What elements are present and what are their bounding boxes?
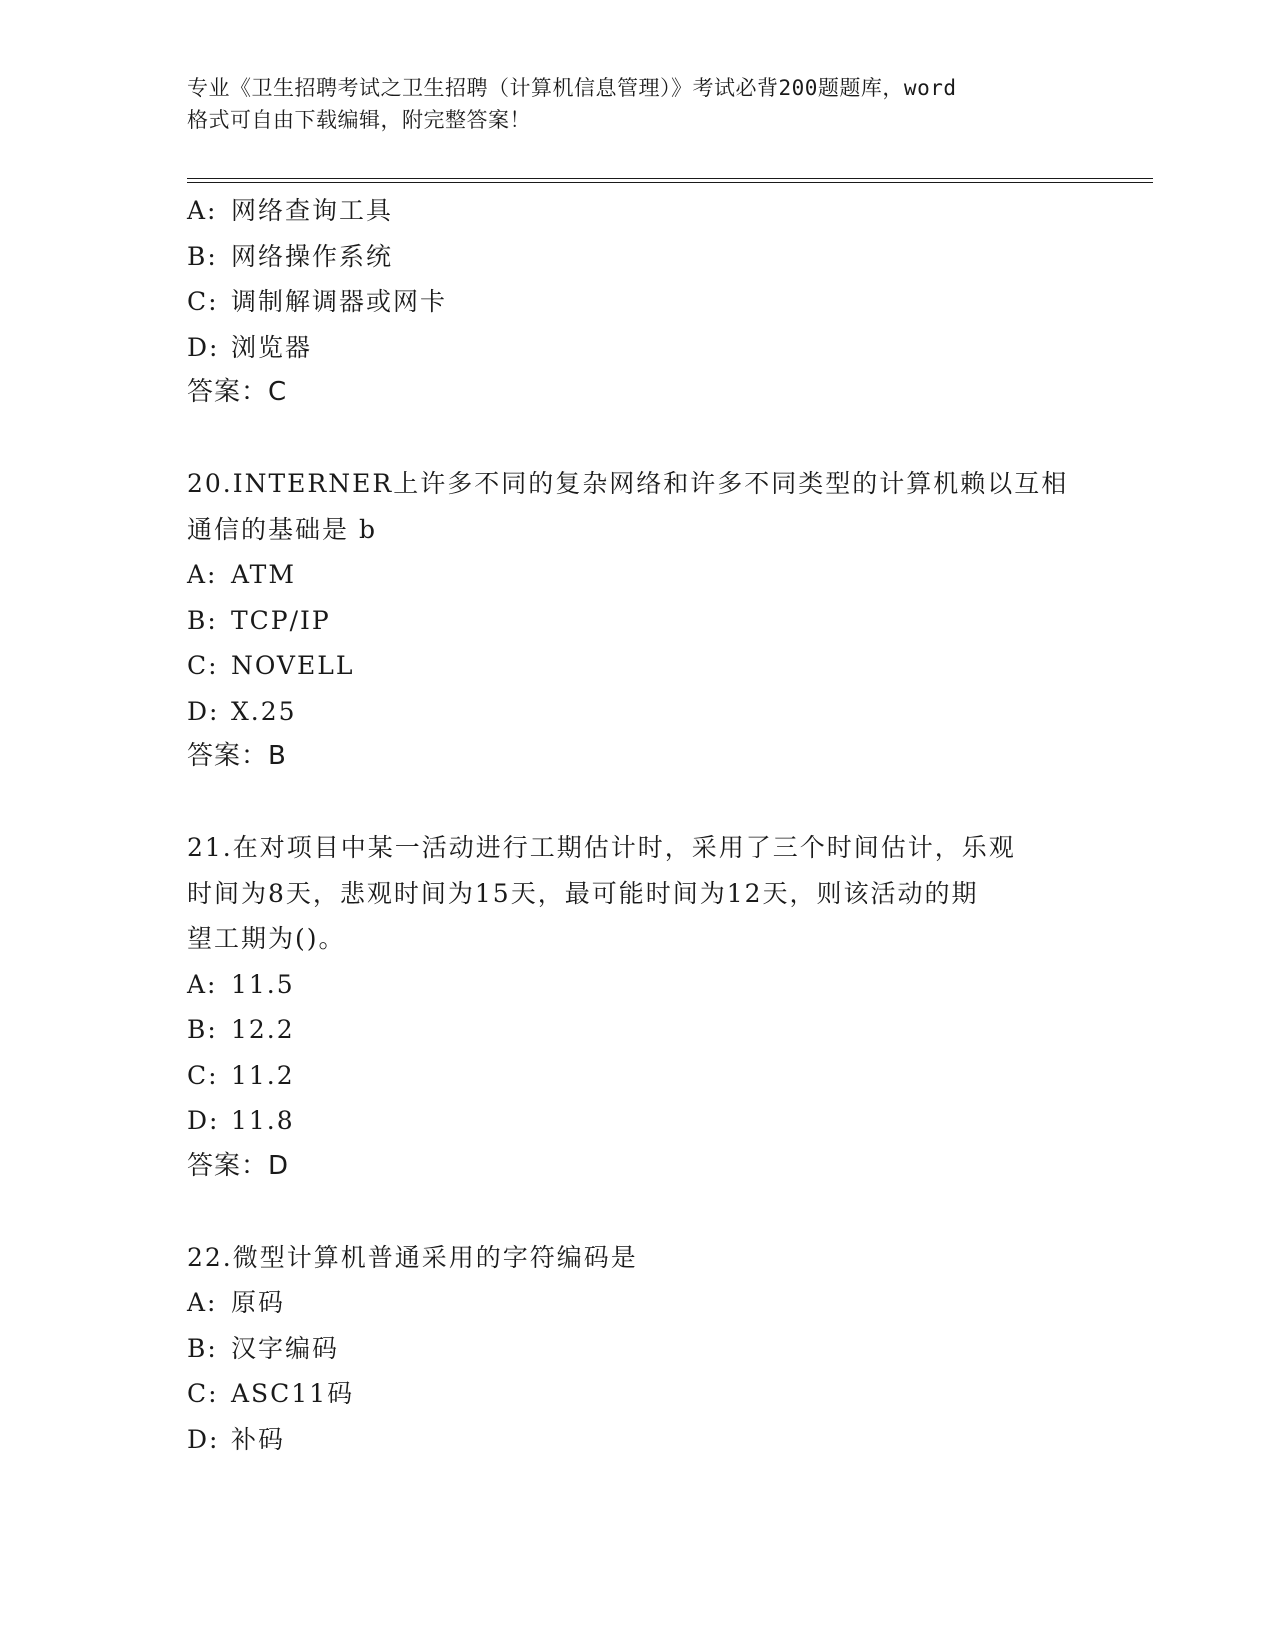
option-text: X.25 <box>231 696 297 726</box>
option-text: 网络查询工具 <box>231 196 394 225</box>
option-text: ATM <box>231 560 296 589</box>
option-letter: A: <box>187 969 218 999</box>
option-a <box>187 962 1087 1008</box>
question-list <box>187 188 1087 1462</box>
option-letter: A: <box>187 196 218 225</box>
option-text: 11.8 <box>231 1106 295 1135</box>
header-rule-bottom <box>187 182 1153 183</box>
option-letter: C: <box>187 287 219 316</box>
option-c <box>187 1053 1087 1099</box>
option-c <box>187 1371 1087 1417</box>
option-text: 12.2 <box>231 1015 295 1044</box>
question-spacer <box>187 416 1087 462</box>
option-d <box>187 1417 1087 1463</box>
option-text: 汉字编码 <box>231 1333 340 1363</box>
option-letter: D: <box>187 1424 220 1454</box>
answer-line: 答案：D <box>187 1150 290 1181</box>
option-text: 原码 <box>231 1288 286 1317</box>
answer-line: 答案：C <box>187 377 288 407</box>
question-stem-line: 21.在对项目中某一活动进行工期估计时，采用了三个时间估计，乐观 <box>187 833 1016 862</box>
option-text: 11.2 <box>231 1060 295 1090</box>
answer-line: 答案：B <box>187 741 287 771</box>
question-spacer <box>187 1189 1087 1235</box>
option-d <box>187 325 1087 371</box>
option-letter: B: <box>187 1015 218 1044</box>
option-text: NOVELL <box>231 651 355 680</box>
option-letter: D: <box>187 332 220 362</box>
option-letter: C: <box>187 651 219 680</box>
header-line-1: 专业《卫生招聘考试之卫生招聘（计算机信息管理）》考试必背200题题库，word <box>187 76 957 100</box>
question-stem-line: 时间为8天，悲观时间为15天，最可能时间为12天，则该活动的期 <box>187 878 979 908</box>
option-letter: A: <box>187 1288 218 1317</box>
header-rule-top <box>187 178 1153 179</box>
option-letter: B: <box>187 1333 218 1363</box>
option-letter: B: <box>187 605 218 635</box>
option-b <box>187 234 1087 280</box>
option-a <box>187 1280 1087 1326</box>
option-b <box>187 1326 1087 1372</box>
option-text: TCP/IP <box>231 605 331 635</box>
question-stem-line: 通信的基础是 b <box>187 514 377 544</box>
option-letter: C: <box>187 1379 219 1408</box>
question-20 <box>187 461 1087 780</box>
question-stem-line: 22.微型计算机普通采用的字符编码是 <box>187 1242 638 1272</box>
option-b <box>187 1007 1087 1053</box>
option-letter: D: <box>187 696 220 726</box>
option-d <box>187 689 1087 735</box>
option-text: ASC11码 <box>231 1379 355 1408</box>
question-stem-line: 望工期为()。 <box>187 924 346 953</box>
option-text: 补码 <box>231 1424 286 1454</box>
question-22 <box>187 1235 1087 1463</box>
question-21 <box>187 825 1087 1189</box>
option-text: 调制解调器或网卡 <box>231 287 448 316</box>
option-b <box>187 598 1087 644</box>
option-letter: D: <box>187 1106 220 1135</box>
question-stem-line: 20.INTERNER上许多不同的复杂网络和许多不同类型的计算机赖以互相 <box>187 469 1069 498</box>
option-c <box>187 279 1087 325</box>
option-letter: B: <box>187 241 218 271</box>
option-a <box>187 188 1087 234</box>
document-header <box>187 72 1087 136</box>
option-a <box>187 552 1087 598</box>
header-line-2: 格式可自由下载编辑，附完整答案！ <box>187 108 531 132</box>
option-letter: A: <box>187 560 218 589</box>
question-19 <box>187 188 1087 416</box>
option-text: 11.5 <box>231 969 295 999</box>
option-c <box>187 643 1087 689</box>
option-text: 浏览器 <box>231 332 313 362</box>
option-letter: C: <box>187 1060 219 1090</box>
question-spacer <box>187 780 1087 826</box>
option-d <box>187 1098 1087 1144</box>
option-text: 网络操作系统 <box>231 241 394 271</box>
